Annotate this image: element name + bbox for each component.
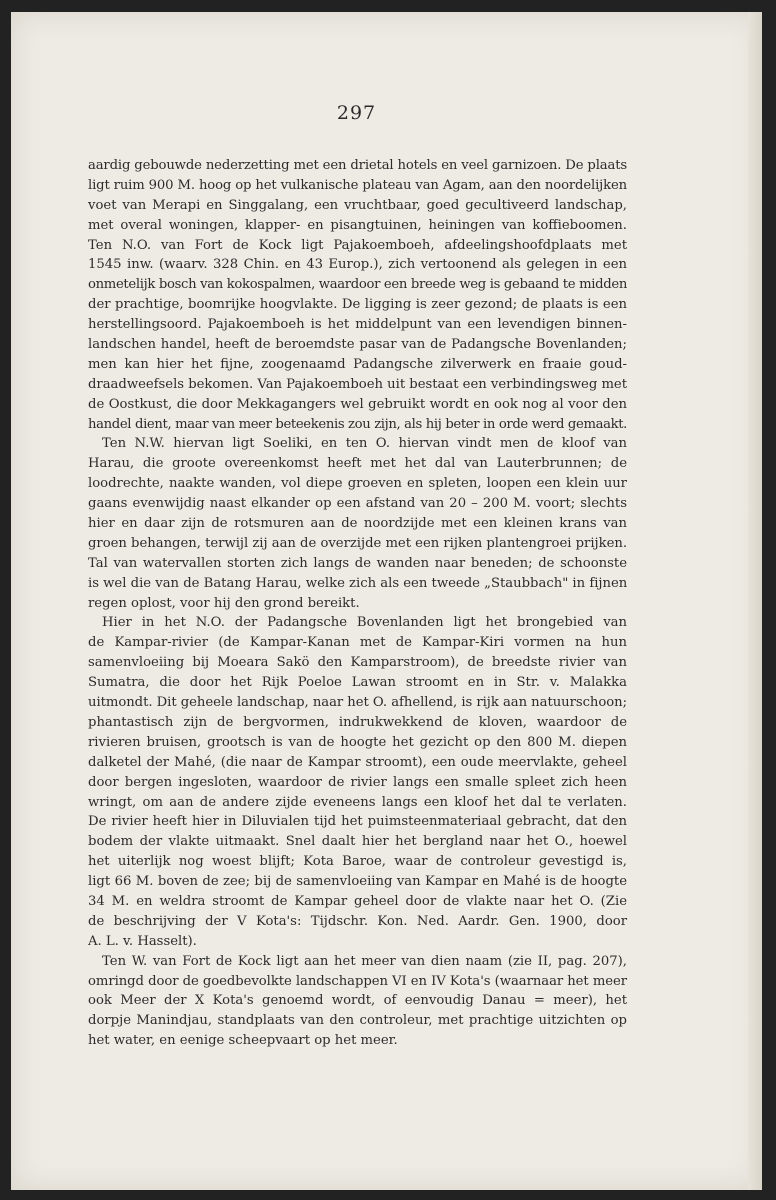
text-line: is wel die van de Batang Harau, welke zich als een tweede „Staubbach" in fijnen <box>88 575 628 591</box>
text-line: het uiterlijk nog woest blijft; Kota Baroe, waar de controleur gevestigd is, <box>88 854 627 870</box>
text-line: het water, en eenige scheepvaart op het meer. <box>88 1033 398 1049</box>
text-line: Tal van watervallen storten zich langs de wanden naar beneden; de schoonste <box>88 555 627 571</box>
text-line: loodrechte, naakte wanden, vol diepe groeven en spleten, loopen een klein uur <box>88 476 627 492</box>
text-line: herstellingsoord. Pajakoemboeh is het middelpunt van een levendigen binnen- <box>88 317 627 333</box>
text-line: door bergen ingesloten, waardoor de rivier langs een smalle spleet zich heen <box>88 774 627 790</box>
text-line: onmetelijk bosch van kokospalmen, waardoor een breede weg is gebaand te midden <box>88 277 627 293</box>
text-line: Ten N.O. van Fort de Kock ligt Pajakoemboeh, afdeelingshoofdplaats met <box>88 237 627 253</box>
text-line: 34 M. en weldra stroomt de Kampar geheel door de vlakte naar het O. (Zie <box>88 893 627 909</box>
text-line: dorpje Manindjau, standplaats van den controleur, met prachtige uitzichten op <box>88 1013 627 1029</box>
page-edge <box>748 12 762 1190</box>
page-number: 297 <box>336 102 377 124</box>
text-line: Ten N.W. hiervan ligt Soeliki, en ten O. hiervan vindt men de kloof van <box>102 436 627 452</box>
text-line: Harau, die groote overeenkomst heeft met het dal van Lauterbrunnen; de <box>88 456 627 472</box>
text-line: men kan hier het fijne, zoogenaamd Padangsche zilverwerk en fraaie goud- <box>88 356 627 372</box>
text-line: 1545 inw. (waarv. 328 Chin. en 43 Europ.), zich vertoonend als gelegen in een <box>88 257 627 273</box>
text-line: phantastisch zijn de bergvormen, indrukwekkend de kloven, waardoor de <box>88 714 627 730</box>
text-line: de beschrijving der V Kota's: Tijdschr. Kon. Ned. Aardr. Gen. 1900, door <box>88 913 627 929</box>
text-line: voet van Merapi en Singgalang, een vruchtbaar, goed gecultiveerd landschap, <box>88 197 627 213</box>
text-line: A. L. v. Hasselt). <box>88 933 197 949</box>
text-line: uitmondt. Dit geheele landschap, naar het O. afhellend, is rijk aan natuurschoon; <box>88 695 628 711</box>
text-line: regen oplost, voor hij den grond bereikt. <box>88 595 360 611</box>
text-line: landschen handel, heeft de beroemdste pasar van de Padangsche Bovenlanden; <box>88 337 627 353</box>
text-line: Ten W. van Fort de Kock ligt aan het meer van dien naam (zie II, pag. 207), <box>102 953 627 969</box>
text-line: hier en daar zijn de rotsmuren aan de noordzijde met een kleinen krans van <box>88 516 627 532</box>
text-line: samenvloeiing bij Moeara Sakö den Kamparstroom), de breedste rivier van <box>88 655 627 671</box>
text-line: ligt 66 M. boven de zee; bij de samenvloeiing van Kampar en Mahé is de hoogte <box>88 874 627 890</box>
text-line: Sumatra, die door het Rijk Poeloe Lawan stroomt en in Str. v. Malakka <box>88 675 627 691</box>
text-line: handel dient, maar van meer beteekenis zou zijn, als hij beter in orde werd gemaakt. <box>88 416 628 432</box>
body-text <box>88 156 627 1051</box>
text-line: rivieren bruisen, grootsch is van de hoogte het gezicht op den 800 M. diepen <box>88 734 627 750</box>
book-page <box>11 12 762 1190</box>
text-line: de Kampar-rivier (de Kampar-Kanan met de Kampar-Kiri vormen na hun <box>88 635 627 651</box>
text-line: ook Meer der X Kota's genoemd wordt, of eenvoudig Danau = meer), het <box>88 993 627 1009</box>
text-line: De rivier heeft hier in Diluvialen tijd het puimsteenmateriaal gebracht, dat den <box>88 814 627 830</box>
text-line: Hier in het N.O. der Padangsche Bovenlanden ligt het brongebied van <box>102 615 627 631</box>
text-line: de Oostkust, die door Mekkagangers wel gebruikt wordt en ook nog al voor den <box>88 396 627 412</box>
text-line: met overal woningen, klapper- en pisangtuinen, heiningen van koffieboomen. <box>88 217 627 233</box>
text-line: gaans evenwijdig naast elkander op een afstand van 20 – 200 M. voort; slechts <box>88 496 627 512</box>
text-line: der prachtige, boomrijke hoogvlakte. De ligging is zeer gezond; de plaats is een <box>88 297 627 313</box>
text-line: groen behangen, terwijl zij aan de overzijde met een rijken plantengroei prijken. <box>88 535 627 551</box>
text-line: wringt, om aan de andere zijde eveneens langs een kloof het dal te verlaten. <box>88 794 627 810</box>
text-line: omringd door de goedbevolkte landschappen VI en IV Kota's (waarnaar het meer <box>88 973 627 989</box>
text-line: ligt ruim 900 M. hoog op het vulkanische plateau van Agam, aan den noordelijken <box>88 177 627 193</box>
text-line: draadweefsels bekomen. Van Pajakoemboeh uit bestaat een verbindingsweg met <box>88 376 627 392</box>
text-line: dalketel der Mahé, (die naar de Kampar stroomt), een oude meervlakte, geheel <box>88 754 627 770</box>
text-line: bodem der vlakte uitmaakt. Snel daalt hier het bergland naar het O., hoewel <box>88 834 627 850</box>
text-line: aardig gebouwde nederzetting met een drietal hotels en veel garnizoen. De plaats <box>88 158 627 173</box>
